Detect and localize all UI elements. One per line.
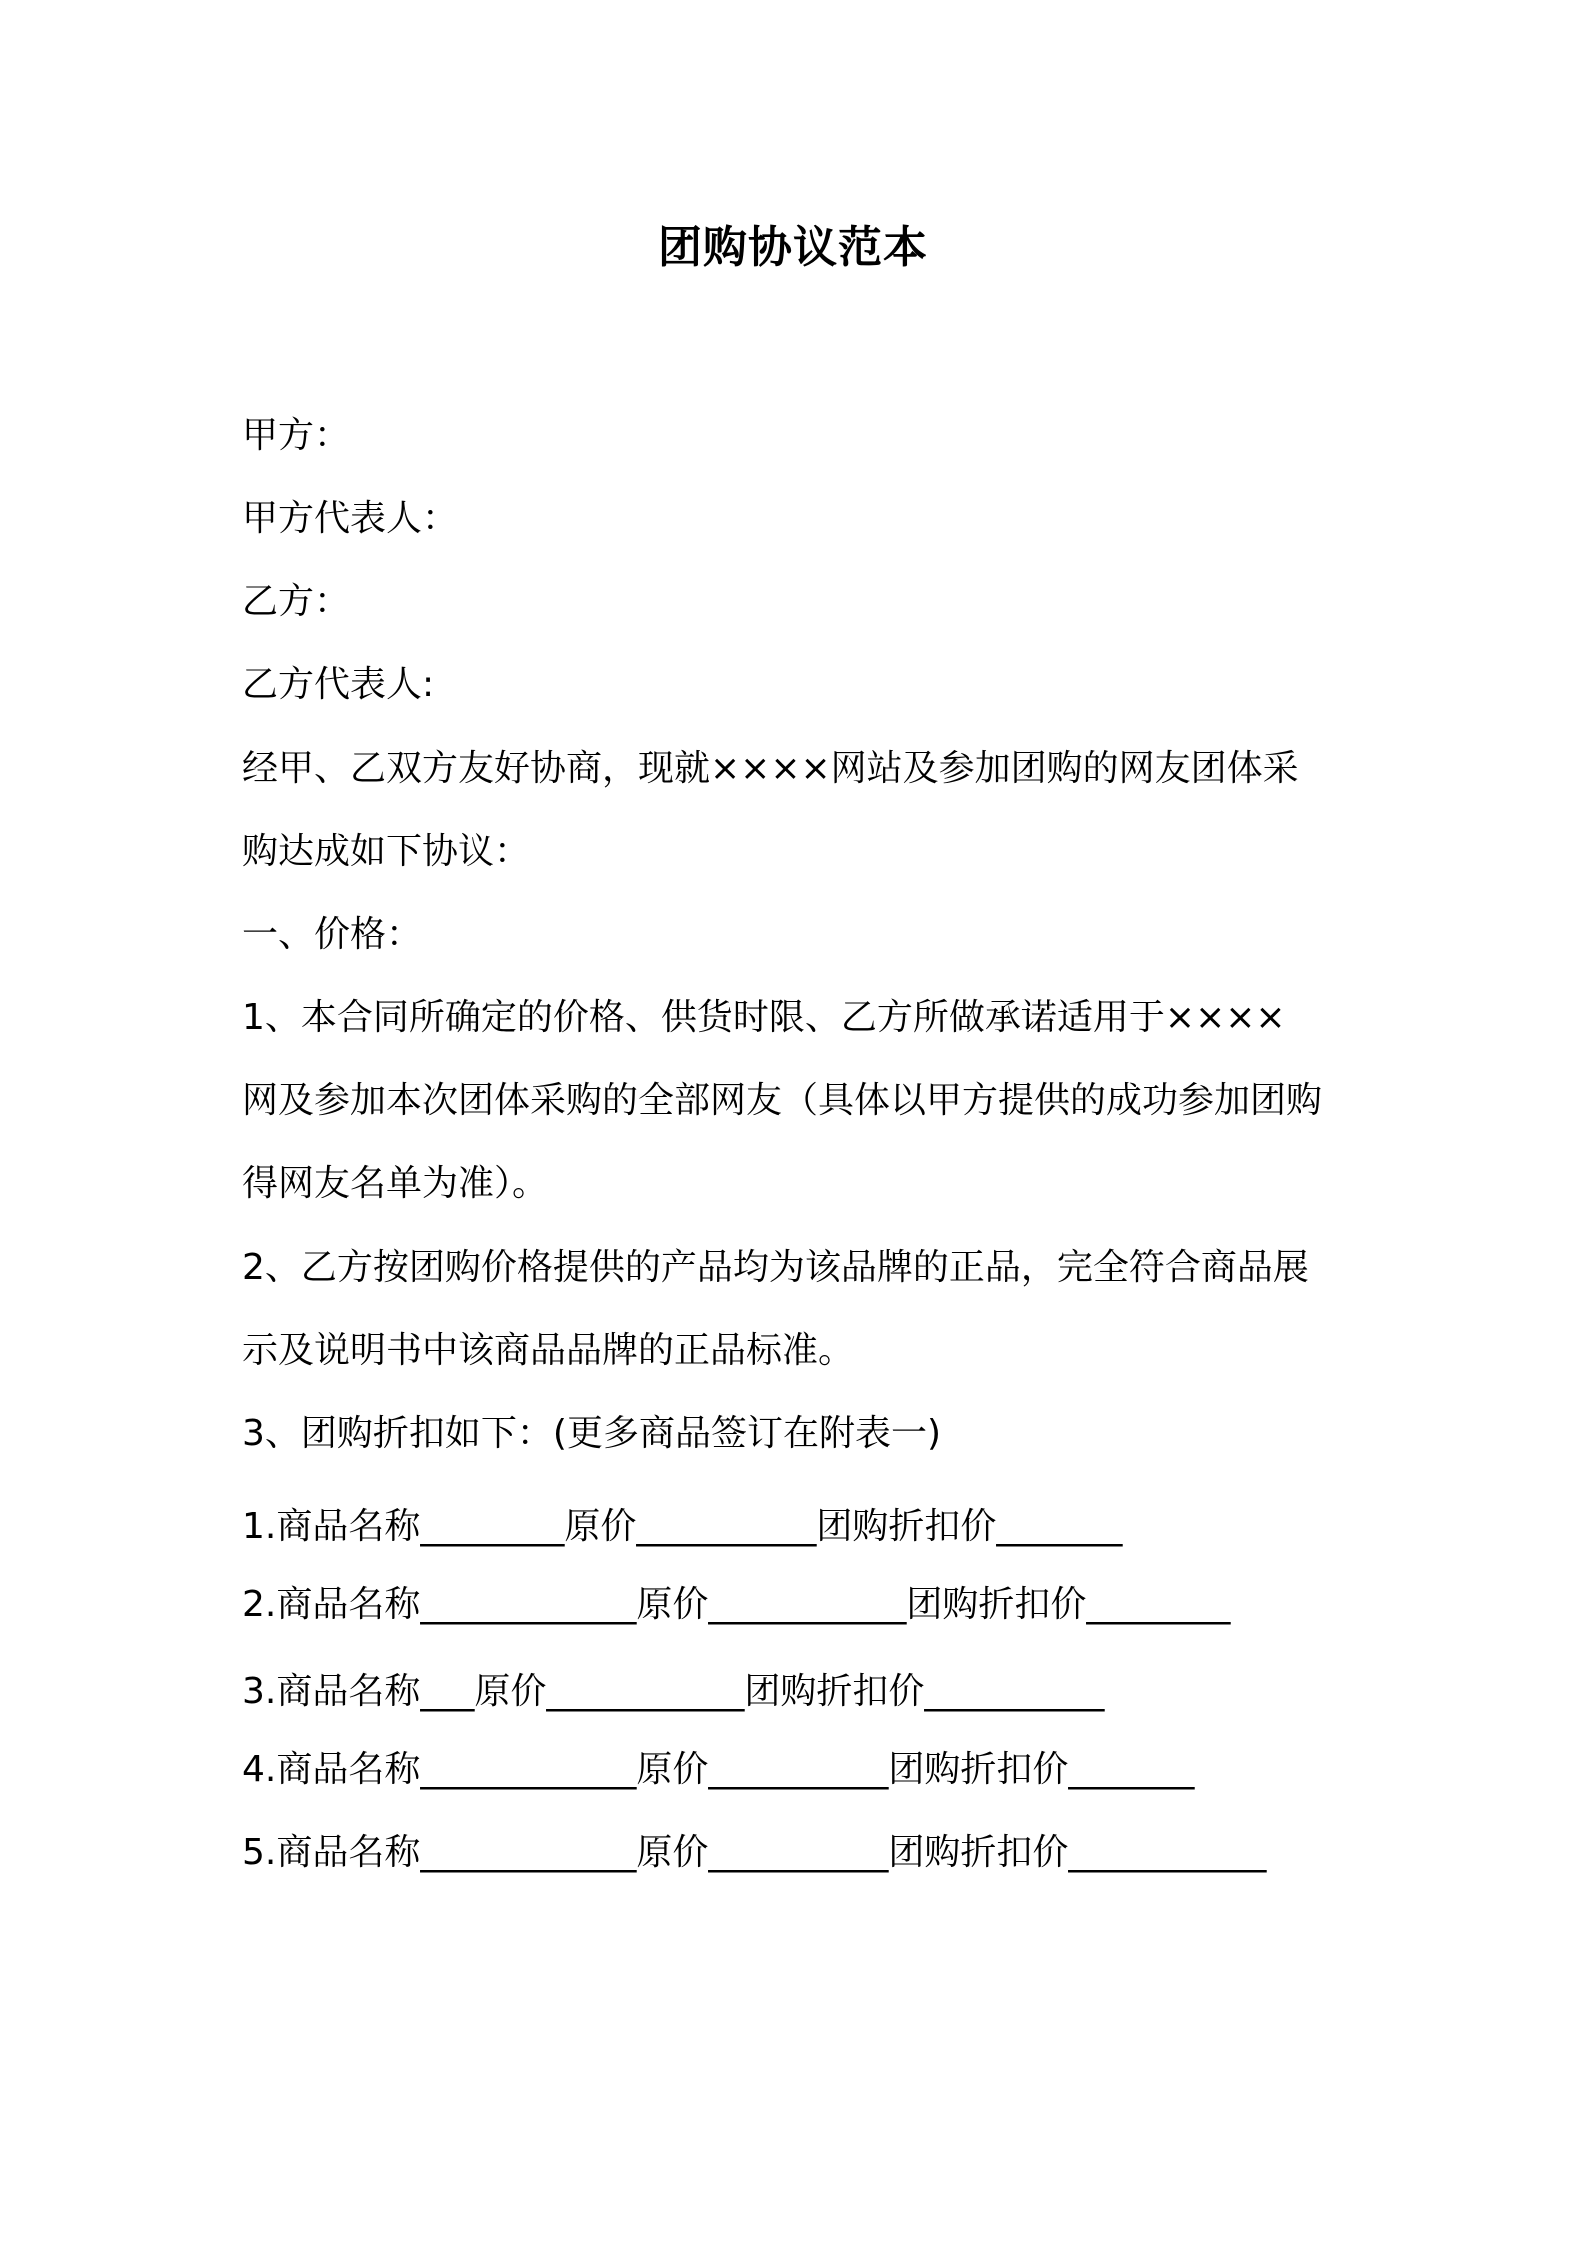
clause-2-line-2: 示及说明书中该商品品牌的正品标准。 <box>242 1330 855 1371</box>
party-a-representative-label: 甲方代表人： <box>242 498 459 539</box>
intro-paragraph-line-1: 经甲、乙双方友好协商，现就××××网站及参加团购的网友团体采 <box>242 748 1299 789</box>
intro-paragraph-line-2: 购达成如下协议： <box>242 831 531 872</box>
clause-1-line-1: 1、本合同所确定的价格、供货时限、乙方所做承诺适用于×××× <box>242 997 1286 1038</box>
product-line-5: 5.商品名称____________原价__________团购折扣价___________ <box>242 1832 1267 1873</box>
clause-1-line-3: 得网友名单为准）。 <box>242 1163 549 1204</box>
party-b-label: 乙方： <box>242 581 351 622</box>
document-title: 团购协议范本 <box>658 222 928 273</box>
clause-3-line-1: 3、团购折扣如下：(更多商品签订在附表一) <box>242 1413 941 1454</box>
party-b-representative-label: 乙方代表人: <box>242 664 435 705</box>
clause-2-line-1: 2、乙方按团购价格提供的产品均为该品牌的正品，完全符合商品展 <box>242 1247 1309 1288</box>
product-line-3: 3.商品名称___原价___________团购折扣价__________ <box>242 1671 1105 1712</box>
product-line-4: 4.商品名称____________原价__________团购折扣价_______ <box>242 1749 1195 1790</box>
section-price-heading: 一、价格： <box>242 914 423 955</box>
party-a-label: 甲方： <box>242 415 351 456</box>
product-line-2: 2.商品名称____________原价___________团购折扣价________ <box>242 1584 1231 1625</box>
product-line-1: 1.商品名称________原价__________团购折扣价_______ <box>242 1506 1123 1547</box>
clause-1-line-2: 网及参加本次团体采购的全部网友（具体以甲方提供的成功参加团购 <box>242 1080 1323 1121</box>
